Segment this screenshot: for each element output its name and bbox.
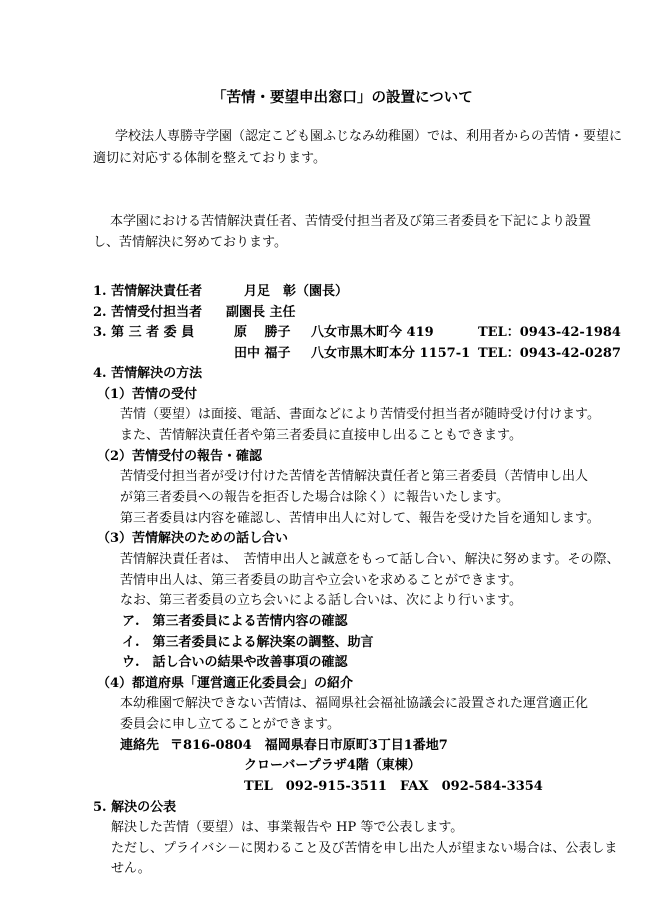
sub-4-line-2: 委員会に申し立てることができます。 bbox=[120, 717, 340, 732]
section-5-line-3: せん。 bbox=[111, 861, 151, 876]
sub-3-line-2: 苦情申出人は、第三者委員の助言や立会いを求めることができます。 bbox=[120, 573, 522, 588]
paragraph-line-2: し、苦情解決に努めております。 bbox=[93, 235, 287, 250]
section-5-label: 5. 解決の公表 bbox=[93, 800, 177, 815]
intro-line-2: 適切に対応する体制を整えております。 bbox=[93, 151, 326, 166]
sub-3-line-1: 苦情解決責任者は、 苦情申出人と誠意をもって話し合い、解決に努めます。その際、 bbox=[120, 552, 620, 567]
member-1-address: 八女市黒木町今 419 bbox=[311, 325, 434, 340]
contact-building: クローバープラザ4階（東棟） bbox=[244, 758, 421, 773]
section-5-line-1: 解決した苦情（要望）は、事業報告や HP 等で公表します。 bbox=[111, 820, 464, 835]
section-1-label: 1. 苦情解決責任者 bbox=[93, 284, 203, 299]
sub-1-line-1: 苦情（要望）は面接、電話、書面などにより苦情受付担当者が随時受け付けます。 bbox=[120, 407, 600, 422]
member-2-name: 田中 福子 bbox=[234, 346, 291, 361]
member-2-tel: TEL：0943-42-0287 bbox=[478, 346, 621, 361]
section-3-label: 3. 第 三 者 委 員 bbox=[93, 325, 195, 340]
section-5-line-2: ただし、プライバシ－に関わること及び苦情を申し出た人が望まない場合は、公表しま bbox=[111, 841, 618, 856]
page-title: 「苦情・要望申出窓口」の設置について bbox=[212, 89, 473, 106]
sub-1-line-2: また、苦情解決責任者や第三者委員に直接申し出ることもできます。 bbox=[120, 428, 522, 443]
sub-2-line-2: が第三者委員への報告を拒否した場合は除く）に報告いたします。 bbox=[120, 490, 509, 505]
contact-phone-fax: TEL 092-915-3511 FAX 092-584-3354 bbox=[244, 779, 543, 794]
sub-3-line-3: なお、第三者委員の立ち会いによる話し合いは、次により行います。 bbox=[120, 593, 522, 608]
section-2-name: 副園長 主任 bbox=[226, 305, 296, 320]
member-1-name: 原 勝子 bbox=[234, 325, 291, 340]
intro-line-1: 学校法人専勝寺学園（認定こども園ふじなみ幼稚園）では、利用者からの苦情・要望に bbox=[115, 129, 623, 144]
sub-2-line-3: 第三者委員は内容を確認し、苦情申出人に対して、報告を受けた旨を通知します。 bbox=[120, 511, 600, 526]
sub-4-line-1: 本幼稚園で解決できない苦情は、福岡県社会福祉協議会に設置された運営適正化 bbox=[120, 696, 589, 711]
sub-3-heading: （3）苦情解決のための話し合い bbox=[97, 531, 289, 546]
sub-4-heading: （4）都道府県「運営適正化委員会」の紹介 bbox=[97, 676, 354, 691]
paragraph-line-1: 本学園における苦情解決責任者、苦情受付担当者及び第三者委員を下記により設置 bbox=[110, 214, 592, 229]
contact-label: 連絡先 bbox=[120, 738, 160, 753]
sub-2-heading: （2）苦情受付の報告・確認 bbox=[97, 449, 263, 464]
sub-2-line-1: 苦情受付担当者が受け付けた苦情を苦情解決責任者と第三者委員（苦情申し出人 bbox=[120, 469, 589, 484]
sub-3-item-a: ア. 第三者委員による苦情内容の確認 bbox=[122, 614, 348, 629]
section-4-label: 4. 苦情解決の方法 bbox=[93, 366, 203, 381]
sub-1-heading: （1）苦情の受付 bbox=[97, 387, 198, 402]
member-1-tel: TEL：0943-42-1984 bbox=[478, 325, 621, 340]
member-2-address: 八女市黒木町本分 1157-1 bbox=[311, 346, 471, 361]
sub-3-item-u: ウ. 話し合いの結果や改善事項の確認 bbox=[122, 655, 348, 670]
sub-3-item-i: イ. 第三者委員による解決案の調整、助言 bbox=[122, 635, 374, 650]
section-2-label: 2. 苦情受付担当者 bbox=[93, 305, 203, 320]
section-1-name: 月足 彰（園長） bbox=[244, 284, 349, 299]
contact-address: 〒816-0804 福岡県春日市原町3丁目1番地7 bbox=[170, 738, 448, 753]
